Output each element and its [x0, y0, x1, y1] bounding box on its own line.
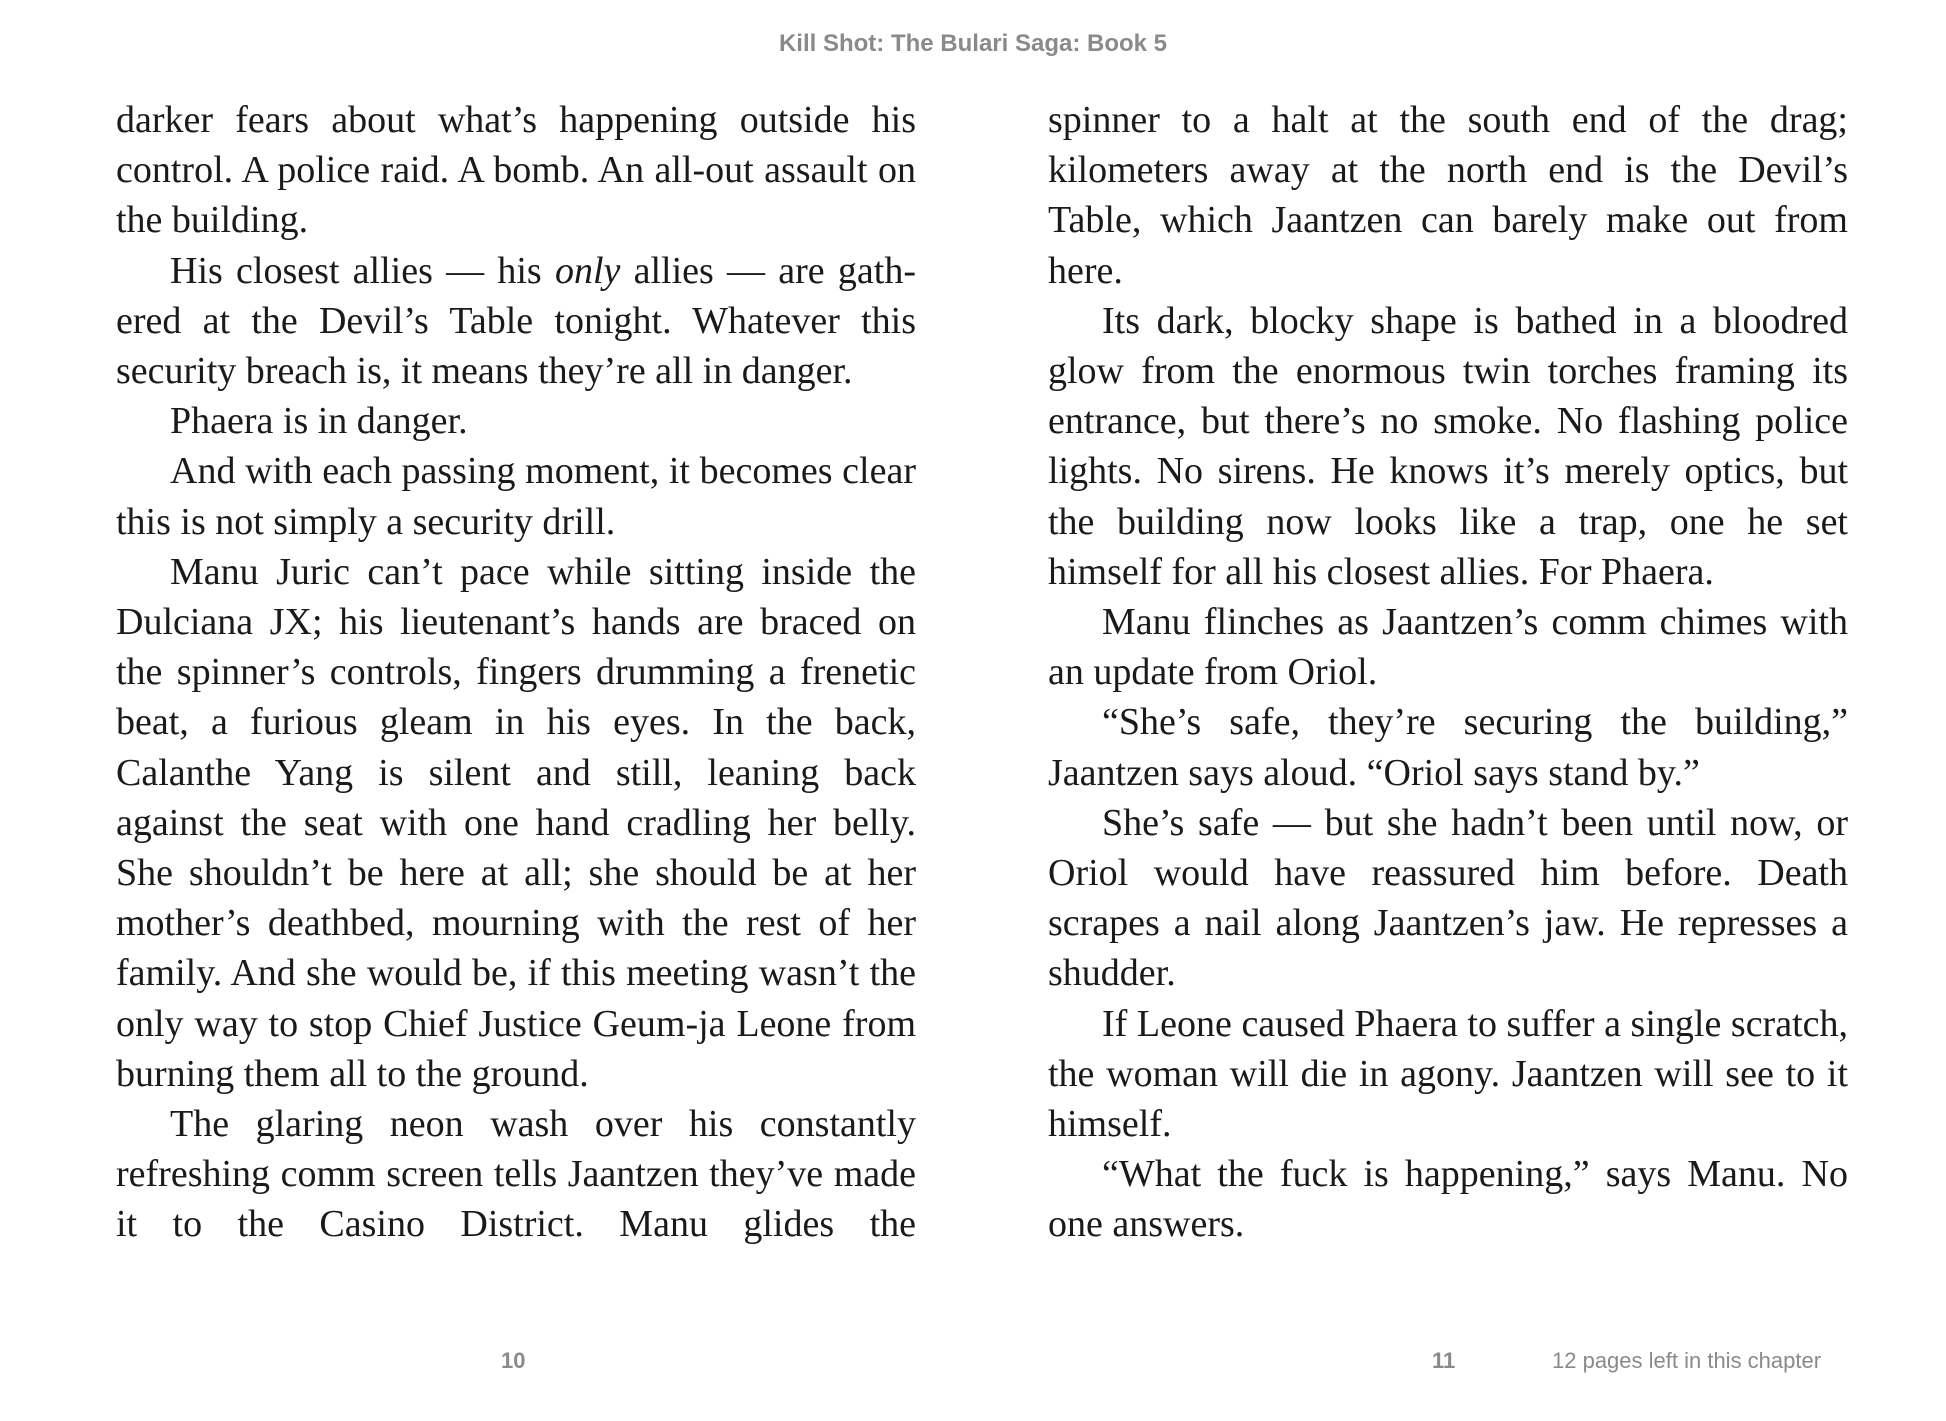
paragraph: She’s safe — but she hadn’t been until now, or Oriol would have reassured him before. Death scrapes a nail along Jaantzen’s jaw. He represses a shudder. [1048, 801, 1848, 995]
paragraph: If Leone caused Phaera to suffer a single scratch, the woman will die in agony. Jaantzen will see to it himself. [1048, 1002, 1848, 1146]
left-page-number: 10 [501, 1348, 526, 1373]
paragraph: Its dark, blocky shape is bathed in a bloodred glow from the enormous twin torches framing its entrance, but there’s no smoke. No flashing police lights. No sirens. He knows it’s merely optics, but the building now looks like a trap, one he set himself for all his closest allies. For Phaera. [1048, 299, 1848, 593]
paragraph: spinner to a halt at the south end of the drag; kilometers away at the north end is the Devil’s Table, which Jaantzen can barely make out from here. [1048, 99, 1848, 292]
paragraph: darker fears about what’s happening outside his control. A police raid. A bomb. An all-out assault on the building. [116, 99, 916, 242]
paragraph: His closest allies — his only allies — are gathered at the Devil’s Table tonight. Whatever this security breach is, it means they’re all in danger. [116, 249, 916, 393]
paragraph: Manu flinches as Jaantzen’s comm chimes with an update from Oriol. [1048, 601, 1848, 694]
paragraph: Phaera is in danger. [170, 400, 468, 443]
right-page-text [1048, 95, 1848, 1250]
right-page-number: 11 [1432, 1348, 1456, 1373]
paragraph: And with each passing moment, it becomes clear this is not simply a security drill. [116, 450, 916, 543]
paragraph: “What the fuck is happening,” says Manu. No one answers. [1048, 1153, 1848, 1246]
pages-left-in-chapter: 12 pages left in this chapter [1552, 1348, 1822, 1373]
book-title: Kill Shot: The Bulari Saga: Book 5 [778, 30, 1168, 57]
paragraph: The glaring neon wash over his constantly refreshing comm screen tells Jaantzen they’ve made it to the Casino District. Manu glides the [116, 1103, 916, 1246]
emphasis-text: only [554, 249, 621, 292]
left-page-text [116, 95, 916, 1250]
paragraph: “She’s safe, they’re securing the building,” Jaantzen says aloud. “Oriol says stand by.” [1048, 701, 1848, 794]
paragraph: Manu Juric can’t pace while sitting inside the Dulciana JX; his lieutenant’s hands are braced on the spinner’s controls, fingers drumming a frenetic beat, a furious gleam in his eyes. In the back, Calanthe Yang is silent and still, leaning back against the seat with one hand cradling her belly. She shouldn’t be here at all; she should be at her mother’s deathbed, mourning with the rest of her family. And she would be, if this meeting wasn’t the only way to stop Chief Justice Geum-ja Leone from burning them all to the ground. [116, 550, 916, 1095]
